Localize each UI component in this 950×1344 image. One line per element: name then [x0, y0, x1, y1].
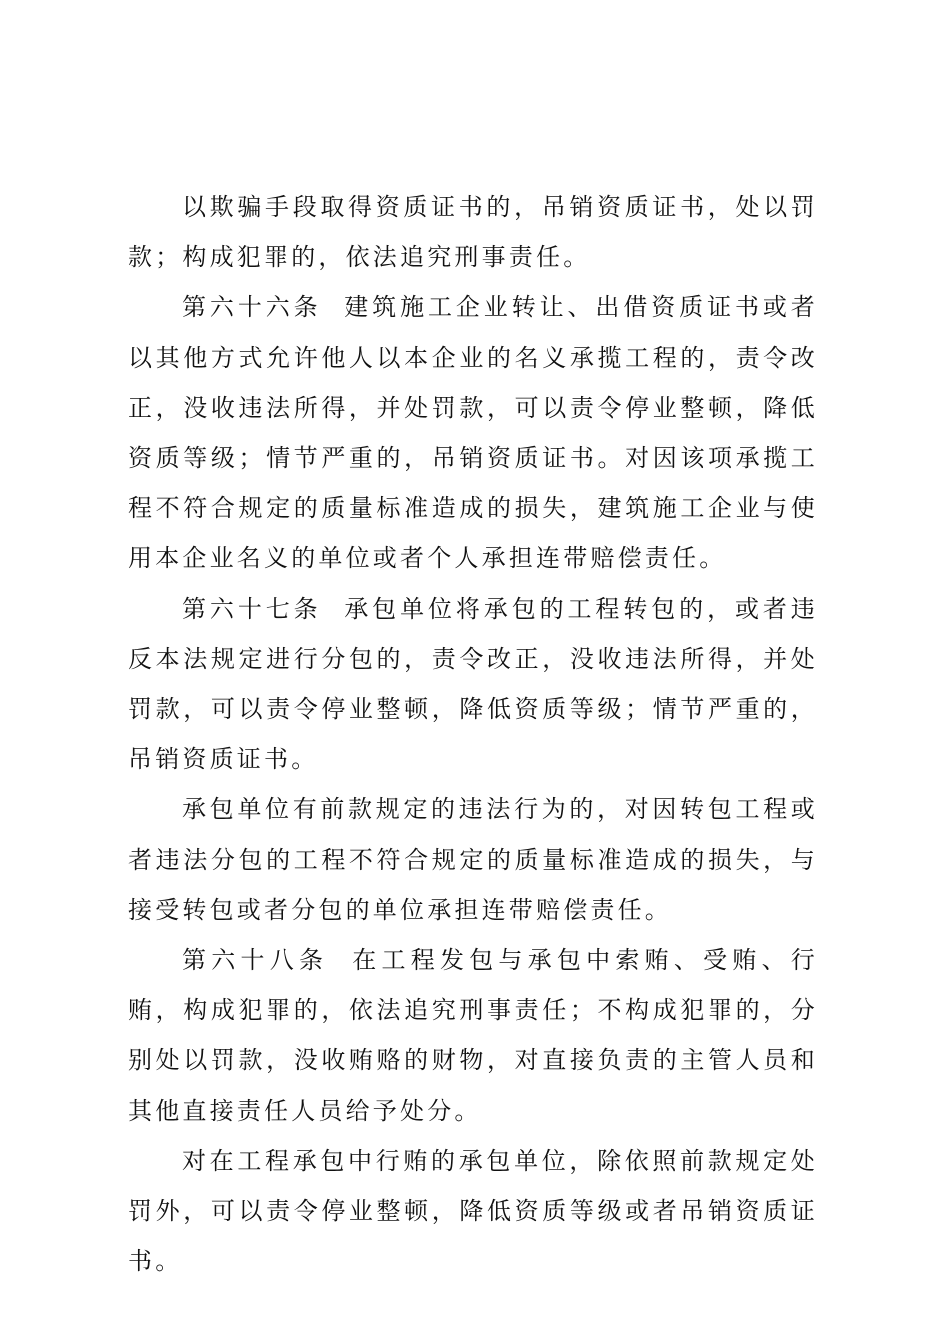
document-page	[128, 182, 818, 1286]
paragraph-text: 在工程发包与承包中索贿、受贿、行贿，构成犯罪的，依法追究刑事责任；不构成犯罪的，分别处以罚款，没收贿赂的财物，对直接负责的主管人员和其他直接责任人员给予处分。	[128, 946, 819, 1125]
paragraph-text: 对在工程承包中行贿的承包单位，除依照前款规定处罚外，可以责令停业整顿，降低资质等级或者吊销资质证书。	[128, 1146, 818, 1276]
paragraph-6	[128, 1136, 818, 1287]
article-number: 第六十六条	[182, 293, 322, 322]
article-number: 第六十七条	[182, 594, 322, 623]
paragraph-4	[128, 784, 818, 935]
paragraph-text: 建筑施工企业转让、出借资质证书或者以其他方式允许他人以本企业的名义承揽工程的，责令改正，没收违法所得，并处罚款，可以责令停业整顿，降低资质等级；情节严重的，吊销资质证书。对因该项承揽工程不符合规定的质量标准造成的损失，建筑施工企业与使用本企业名义的单位或者个人承担连带赔偿责任。	[128, 293, 818, 573]
article-number: 第六十八条	[182, 946, 329, 975]
paragraph-1	[128, 182, 818, 282]
paragraph-text: 承包单位将承包的工程转包的，或者违反本法规定进行分包的，责令改正，没收违法所得，并处罚款，可以责令停业整顿，降低资质等级；情节严重的，吊销资质证书。	[128, 594, 818, 774]
article-67	[128, 584, 818, 785]
article-66	[128, 282, 818, 583]
article-68	[128, 935, 818, 1136]
paragraph-text: 承包单位有前款规定的违法行为的，对因转包工程或者违法分包的工程不符合规定的质量标准造成的损失，与接受转包或者分包的单位承担连带赔偿责任。	[128, 795, 818, 924]
paragraph-text: 以欺骗手段取得资质证书的，吊销资质证书，处以罚款；构成犯罪的，依法追究刑事责任。	[128, 193, 818, 272]
